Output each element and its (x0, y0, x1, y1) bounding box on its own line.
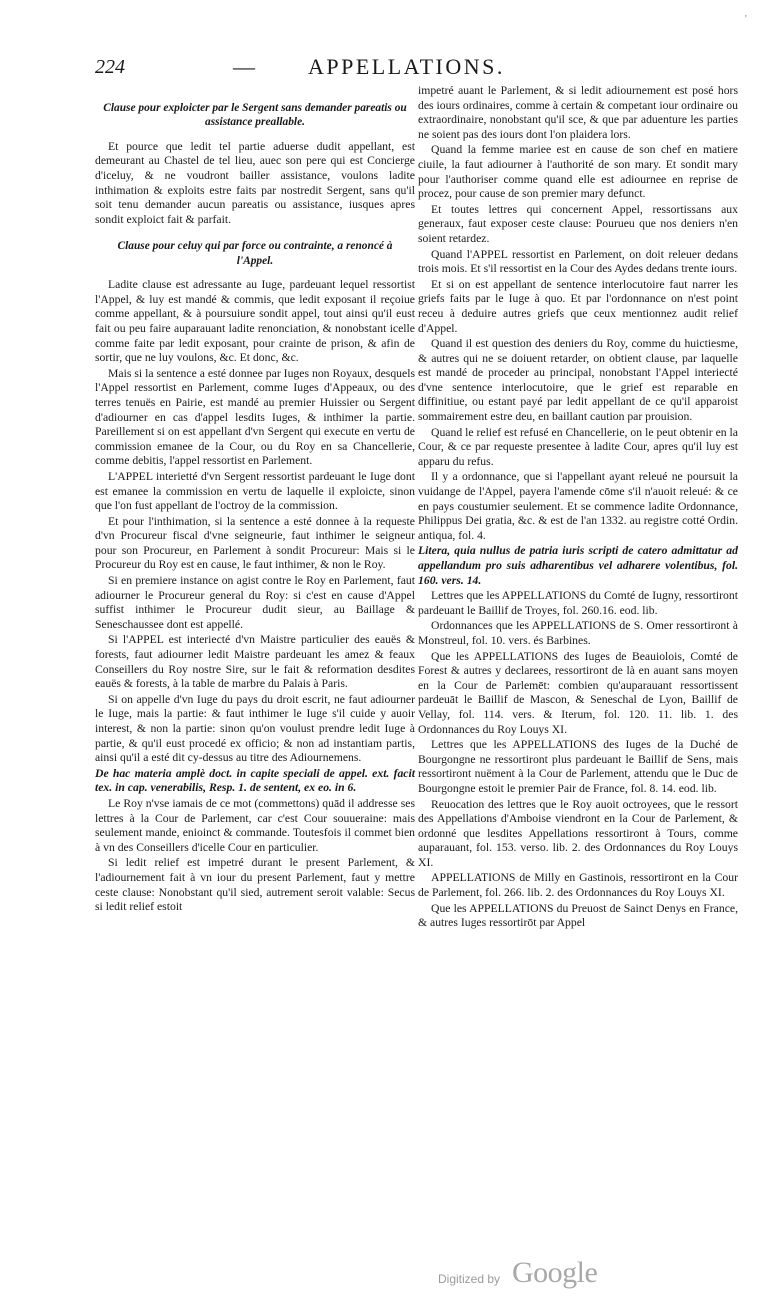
paragraph: Quand il est question des deniers du Roy, comme du huictiesme, & autres qui ne se doiuent retarder, on obtient clause, par laquelle est mandé de proceder au principal, nonobstant l'Appel interiecté d'vne sentence interlocutoire, que le grief est reparable en diffinitiue, ou estant payé par ledit appellant de ce qu'il apparoist sommairement estre deu, en baillant caution par prouision. (418, 337, 738, 424)
google-logo: Google (512, 1256, 598, 1289)
paragraph: Et si on est appellant de sentence interlocutoire faut narrer les griefs faits par le Iuge à quo. Et par l'ordonnance on n'est point receu à deduire autres griefs que ceux mentionnez audit relief d'Appel. (418, 277, 738, 335)
paragraph: Si en premiere instance on agist contre le Roy en Parlement, faut adiourner le Procureur general du Roy: si c'est en cause d'Appel suffist inthimer le Procureur dudit sieur, au Baillage & Seneschaussee dont est appellé. (95, 574, 415, 631)
paragraph: Si l'APPEL est interiecté d'vn Maistre particulier des eauës & forests, faut adiourner ledit Maistre pardeuant les amez & feaux Conseillers du Roy nostre Sire, sur le fait & reformation desdites eauës & forests, à la table de marbre du Palais à Paris. (95, 633, 415, 691)
paragraph: Quand le relief est refusé en Chancellerie, on le peut obtenir en la Cour, & ce par requeste presentee à ladite Cour, apres qu'il luy est apparu du refus. (418, 425, 738, 468)
paragraph: L'APPEL interietté d'vn Sergent ressortist pardeuant le Iuge dont est emanee la commission en vertu de laquelle il exploicte, sinon que l'on fust appellant de l'octroy de la commission. (95, 469, 415, 513)
digitized-by-label: Digitized by (438, 1272, 501, 1286)
paragraph: Si on appelle d'vn Iuge du pays du droit escrit, ne faut adiourner le Iuge, mais la partie: & faut inthimer le Iuge s'il cuide y auoir interest, & non la partie: sinon qu'on voulust prendre ledit Iuge à partie, & qu'il eust procedé ex officio; & non ad instantiam partis, ainsi qu'il a esté dit cy-dessus au titre des Adiournemens. (95, 692, 415, 765)
right-column (418, 84, 738, 932)
paragraph: Si ledit relief est impetré durant le present Parlement, & l'adiournement fait à vn iour du present Parlement, faut y mettre ceste clause: Nonobstant qu'il sied, autrement seroit valable: Secus si ledit relief estoit (95, 856, 415, 914)
corner-mark: ' (745, 14, 747, 25)
running-head: APPELLATIONS. (308, 54, 505, 79)
page-header (95, 56, 735, 86)
paragraph: Reuocation des lettres que le Roy auoit octroyees, que le ressort des Appellations d'Amboise viendront en la Cour de Parlement, & ordonné que lesdites Appellations ressortiront à Tours, comme auparauant, fol. 153. verso. lib. 2. des Ordonnances du Roy Louys XI. (418, 797, 738, 869)
paragraph: Et pour l'inthimation, si la sentence a esté donnee à la requeste d'vn Procureur fiscal d'vne seigneurie, faut inthimer le seigneur pour son Procureur, en Parlement à sondit Procureur: Mais si le Procureur du Roy est en cause, le faut inthimer, & non le Roy. (95, 514, 415, 572)
page-number: 224 (95, 56, 125, 78)
latin-citation: Litera, quia nullus de patria iuris scripti de catero admittatur ad appellandum pro suis adharentibus vel adharere volentibus, fol. 160. vers. 14. (418, 544, 738, 587)
paragraph: Il y a ordonnance, que si l'appellant ayant releué ne poursuit la vuidange de l'Appel, payera l'amende cōme s'il n'auoit releué: & ce en pays coustumier seulement. Et se commence ladite Ordonnance, Philippus Dei gratia, &c. & est de l'an 1332. au registre cotté Ordin. antiqua, fol. 4. (418, 470, 738, 542)
paragraph: Et pource que ledit tel partie aduerse dudit appellant, est demeurant au Chastel de tel lieu, auec son pere qui est Concierge d'iceluy, & ne voudront bailler assistance, voulons ladite inthimation & exploits estre faits par nostredit Sergent, sans qu'il soit tenu demander aucun pareatis ou assistance, iusques apres sondit exploict fait & parfait. (95, 139, 415, 226)
paragraph: Quand l'APPEL ressortist en Parlement, on doit releuer dedans trois mois. Et s'il ressortist en la Cour des Aydes dedans trente iours. (418, 247, 738, 276)
paragraph: Que les APPELLATIONS du Preuost de Sainct Denys en France, & autres Iuges ressortirōt par Appel (418, 901, 738, 930)
digitization-watermark (438, 1256, 718, 1296)
header-dash: — (233, 54, 255, 79)
paragraph: APPELLATIONS de Milly en Gastinois, ressortiront en la Cour de Parlement, fol. 266. lib. 2. des Ordonnances du Roy Louys XI. (418, 871, 738, 900)
paragraph: Et toutes lettres qui concernent Appel, ressortissans aux generaux, faut exposer ceste clause: Pourueu que nos deniers n'en soient retardez. (418, 202, 738, 245)
section-heading-clause-exploicter: Clause pour exploicter par le Sergent sans demander pareatis ou assistance preallable. (103, 102, 407, 129)
paragraph: Mais si la sentence a esté donnee par Iuges non Royaux, desquels l'Appel ressortist en Parlement, comme Iuges d'Appeaux, ou des terres tenuës en Pairie, est mandé au premier Huissier ou Sergent d'adiourner en cas d'appel lesdits Iuges, & inthimer la partie. Pareillement si on est appellant d'vn Sergent qui execute en vertu de commission emanee de la Cour, ou du Roy en sa Chancellerie, comme debitis, l'appel ressortist en Parlement. (95, 366, 415, 468)
paragraph: Ordonnances que les APPELLATIONS de S. Omer ressortiront à Monstreul, fol. 10. vers. és Barbines. (418, 619, 738, 647)
paragraph: Lettres que les APPELLATIONS des Iuges de la Duché de Bourgongne ne ressortiront plus pardeuant le Baillif de Sens, mais ressortiront nuëment à la Cour de Parlement, attendu que le Duc de Bourgongne estoit le premier Pair de France, fol. 8. 14. eod. lib. (418, 738, 738, 795)
paragraph: Le Roy n'vse iamais de ce mot (commettons) quād il addresse ses lettres à la Cour de Parlement, car c'est Cour souueraine: mais seulement mande, enioinct & commande. Toutesfois il commet bien à vn des Conseillers d'icelle Cour en particulier. (95, 796, 415, 854)
left-column (95, 98, 415, 916)
paragraph: Quand la femme mariee est en cause de son chef en matiere ciuile, la faut adiourner à l'authorité de son mary. Et sondit mary pour l'authoriser comme quand elle est adiournee en reprise de procez, pour cause de son premier mary defunct. (418, 143, 738, 201)
paragraph-continued: impetré auant le Parlement, & si ledit adiournement est posé hors des iours ordinaires, comme à certain & competant iour ordinaire ou extraordinaire, nonobstant qu'il sce, & que par aduenture les parties ne soient pas des iours dont l'on plaidera lors. (418, 84, 738, 141)
paragraph: Lettres que les APPELLATIONS du Comté de Iugny, ressortiront pardeuant le Baillif de Troyes, fol. 260.16. eod. lib. (418, 589, 738, 617)
section-heading-clause-force: Clause pour celuy qui par force ou contrainte, a renoncé à l'Appel. (117, 240, 393, 267)
paragraph: Ladite clause est adressante au Iuge, pardeuant lequel ressortist l'Appel, & luy est mandé & commis, que ledit exposant il reçoiue comme appellant, & à poursuiure sondit appel, tout ainsi qu'il eust fait ou peu faire auparauant ladite renonciation, & nonobstant icelle comme faite par ledit exposant, pour crainte de prison, & afin de sortir, que ne luy voulons, &c. Et donc, &c. (95, 278, 415, 365)
paragraph: Que les APPELLATIONS des Iuges de Beauiolois, Comté de Forest & autres y declarees, ressortiront de là en auant sans moyen en la Cour de Parlemēt: combien qu'auparauant ressortissent pardeuāt le Baillif de Mascon, & Seneschal de Lyon, Baillif de Vellay, fol. 114. vers. & Iterum, fol. 120. 11. lib. 1. des Ordonnances du Roy Louys XI. (418, 649, 738, 736)
latin-citation: De hac materia amplè doct. in capite speciali de appel. ext. facit tex. in cap. venerabilis, Resp. 1. de sentent, ex eo. in 6. (95, 766, 415, 795)
